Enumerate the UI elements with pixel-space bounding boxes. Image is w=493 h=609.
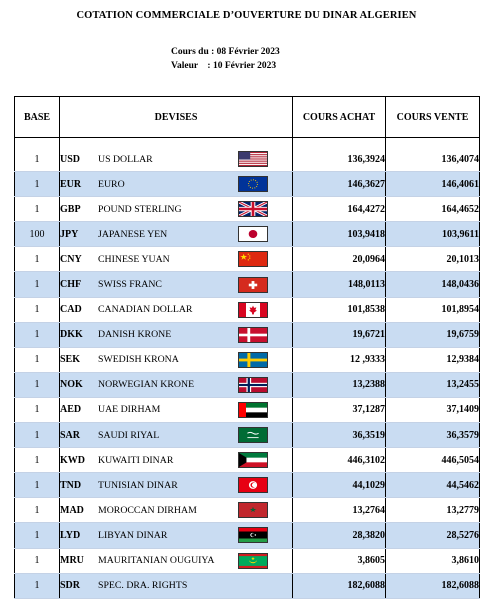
- cours-vente-cell: 44,5462: [386, 473, 480, 498]
- devise-cell: [60, 397, 293, 422]
- base-cell: 1: [15, 197, 60, 222]
- currency-code: JPY: [60, 228, 79, 240]
- table-row: [15, 372, 480, 397]
- devise-cell: [60, 473, 293, 498]
- cours-achat-cell: 19,6721: [293, 322, 386, 347]
- currency-name: TUNISIAN DINAR: [98, 479, 178, 491]
- currency-code: AED: [60, 404, 82, 416]
- cours-achat-cell: 3,8605: [293, 548, 386, 573]
- devise-cell: [60, 172, 293, 197]
- cours-achat-cell: 37,1287: [293, 397, 386, 422]
- currency-name: CHINESE YUAN: [98, 253, 170, 265]
- devise-cell: [60, 448, 293, 473]
- uae-flag-icon: [238, 402, 268, 418]
- cours-vente-cell: 13,2779: [386, 498, 480, 523]
- cours-achat-cell: 148,0113: [293, 272, 386, 297]
- base-cell: 1: [15, 172, 60, 197]
- cours-achat-cell: 164,4272: [293, 197, 386, 222]
- currency-name: CANADIAN DOLLAR: [98, 304, 193, 316]
- cours-achat-cell: 446,3102: [293, 448, 386, 473]
- base-cell: 1: [15, 372, 60, 397]
- base-cell: 1: [15, 448, 60, 473]
- currency-name: POUND STERLING: [98, 203, 182, 215]
- base-cell: 1: [15, 523, 60, 548]
- devise-cell: [60, 573, 293, 598]
- devise-cell: [60, 247, 293, 272]
- devises-header: DEVISES: [60, 97, 293, 138]
- currency-name: SPEC. DRA. RIGHTS: [98, 580, 188, 592]
- cours-vente-cell: 19,6759: [386, 322, 480, 347]
- devise-cell: [60, 423, 293, 448]
- table-row: [15, 172, 480, 197]
- japan-flag-icon: [238, 226, 268, 242]
- base-cell: 1: [15, 322, 60, 347]
- table-row: [15, 423, 480, 448]
- cours-vente-cell: 103,9611: [386, 222, 480, 247]
- devise-cell: [60, 523, 293, 548]
- currency-name: MOROCCAN DIRHAM: [98, 504, 197, 516]
- cours-vente-cell: 136,4074: [386, 147, 480, 172]
- currency-name: JAPANESE YEN: [98, 228, 168, 240]
- currency-name: SAUDI RIYAL: [98, 429, 160, 441]
- kuwait-flag-icon: [238, 452, 268, 468]
- table-row: [15, 523, 480, 548]
- currency-code: SEK: [60, 354, 81, 366]
- cours-vente-cell: 13,2455: [386, 372, 480, 397]
- currency-name: NORWEGIAN KRONE: [98, 379, 195, 391]
- devise-cell: [60, 222, 293, 247]
- cours-vente-header: COURS VENTE: [386, 97, 480, 138]
- cours-vente-cell: 36,3579: [386, 423, 480, 448]
- base-cell: 1: [15, 548, 60, 573]
- usa-flag-icon: [238, 151, 268, 167]
- cours-achat-cell: 146,3627: [293, 172, 386, 197]
- table-row: [15, 573, 480, 598]
- currency-code: LYD: [60, 529, 81, 541]
- date-block: [171, 45, 280, 73]
- valeur-date: Valeur : 10 Février 2023: [171, 61, 277, 71]
- currency-code: SAR: [60, 429, 81, 441]
- currency-code: MAD: [60, 504, 84, 516]
- currency-name: LIBYAN DINAR: [98, 529, 168, 541]
- currency-name: SWEDISH KRONA: [98, 354, 179, 366]
- canada-flag-icon: [238, 302, 268, 318]
- spacer-row: [15, 138, 480, 148]
- currency-name: MAURITANIAN OUGUIYA: [98, 555, 215, 567]
- cours-vente-cell: 446,5054: [386, 448, 480, 473]
- table-row: [15, 473, 480, 498]
- cours-achat-cell: 13,2388: [293, 372, 386, 397]
- table-row: [15, 247, 480, 272]
- morocco-flag-icon: [238, 502, 268, 518]
- table-row: [15, 548, 480, 573]
- table-row: [15, 322, 480, 347]
- cours-vente-cell: 3,8610: [386, 548, 480, 573]
- base-cell: 1: [15, 272, 60, 297]
- table-row: [15, 222, 480, 247]
- cours-achat-cell: 44,1029: [293, 473, 386, 498]
- currency-code: NOK: [60, 379, 83, 391]
- currency-code: MRU: [60, 555, 84, 567]
- currency-name: SWISS FRANC: [98, 279, 162, 291]
- table-row: [15, 297, 480, 322]
- cours-vente-cell: 164,4652: [386, 197, 480, 222]
- cours-achat-cell: 103,9418: [293, 222, 386, 247]
- currency-name: US DOLLAR: [98, 153, 153, 165]
- base-cell: 1: [15, 247, 60, 272]
- cours-vente-cell: 12,9384: [386, 347, 480, 372]
- currency-code: CHF: [60, 279, 82, 291]
- devise-cell: [60, 272, 293, 297]
- base-cell: 1: [15, 423, 60, 448]
- currency-code: SDR: [60, 580, 81, 592]
- cours-vente-cell: 28,5276: [386, 523, 480, 548]
- table-row: [15, 347, 480, 372]
- currency-code: DKK: [60, 329, 83, 341]
- cours-achat-cell: 101,8538: [293, 297, 386, 322]
- cours-achat-cell: 182,6088: [293, 573, 386, 598]
- table-row: [15, 397, 480, 422]
- currency-code: USD: [60, 153, 81, 165]
- devise-cell: [60, 297, 293, 322]
- cours-vente-cell: 182,6088: [386, 573, 480, 598]
- base-cell: 1: [15, 147, 60, 172]
- cours-vente-cell: 37,1409: [386, 397, 480, 422]
- devise-cell: [60, 197, 293, 222]
- devise-cell: [60, 322, 293, 347]
- base-cell: 100: [15, 222, 60, 247]
- currency-name: DANISH KRONE: [98, 329, 172, 341]
- saudi-flag-icon: [238, 427, 268, 443]
- devise-cell: [60, 548, 293, 573]
- table-row: [15, 147, 480, 172]
- currency-code: GBP: [60, 203, 81, 215]
- norway-flag-icon: [238, 377, 268, 393]
- devise-cell: [60, 498, 293, 523]
- mauritania-flag-icon: [238, 553, 268, 569]
- eu-flag-icon: [238, 176, 268, 192]
- currency-code: KWD: [60, 454, 85, 466]
- cours-achat-cell: 36,3519: [293, 423, 386, 448]
- devise-cell: [60, 372, 293, 397]
- cours-achat-cell: 13,2764: [293, 498, 386, 523]
- libya-flag-icon: [238, 527, 268, 543]
- currency-name: KUWAITI DINAR: [98, 454, 174, 466]
- cours-vente-cell: 101,8954: [386, 297, 480, 322]
- cours-achat-header: COURS ACHAT: [293, 97, 386, 138]
- denmark-flag-icon: [238, 327, 268, 343]
- table-row: [15, 197, 480, 222]
- devise-cell: [60, 347, 293, 372]
- cours-vente-cell: 20,1013: [386, 247, 480, 272]
- base-cell: 1: [15, 573, 60, 598]
- currency-code: TND: [60, 479, 82, 491]
- table-header-row: [15, 97, 480, 138]
- uk-flag-icon: [238, 201, 268, 217]
- exchange-rate-table: [14, 96, 480, 599]
- cours-vente-cell: 146,4061: [386, 172, 480, 197]
- cours-date: Cours du : 08 Février 2023: [171, 47, 280, 57]
- cours-achat-cell: 20,0964: [293, 247, 386, 272]
- table-row: [15, 448, 480, 473]
- base-cell: 1: [15, 397, 60, 422]
- currency-code: CAD: [60, 304, 82, 316]
- cours-vente-cell: 148,0436: [386, 272, 480, 297]
- tunisia-flag-icon: [238, 477, 268, 493]
- base-cell: 1: [15, 498, 60, 523]
- cours-achat-cell: 12 ,9333: [293, 347, 386, 372]
- china-flag-icon: [238, 251, 268, 267]
- currency-name: EURO: [98, 178, 125, 190]
- devise-cell: [60, 147, 293, 172]
- base-header: BASE: [15, 97, 60, 138]
- cours-achat-cell: 136,3924: [293, 147, 386, 172]
- base-cell: 1: [15, 473, 60, 498]
- currency-name: UAE DIRHAM: [98, 404, 161, 416]
- base-cell: 1: [15, 347, 60, 372]
- sweden-flag-icon: [238, 352, 268, 368]
- currency-code: EUR: [60, 178, 82, 190]
- table-row: [15, 272, 480, 297]
- cours-achat-cell: 28,3820: [293, 523, 386, 548]
- table-row: [15, 498, 480, 523]
- currency-code: CNY: [60, 253, 82, 265]
- base-cell: 1: [15, 297, 60, 322]
- page-title: COTATION COMMERCIALE D’OUVERTURE DU DINAR ALGERIEN: [76, 10, 417, 21]
- swiss-flag-icon: [238, 277, 268, 293]
